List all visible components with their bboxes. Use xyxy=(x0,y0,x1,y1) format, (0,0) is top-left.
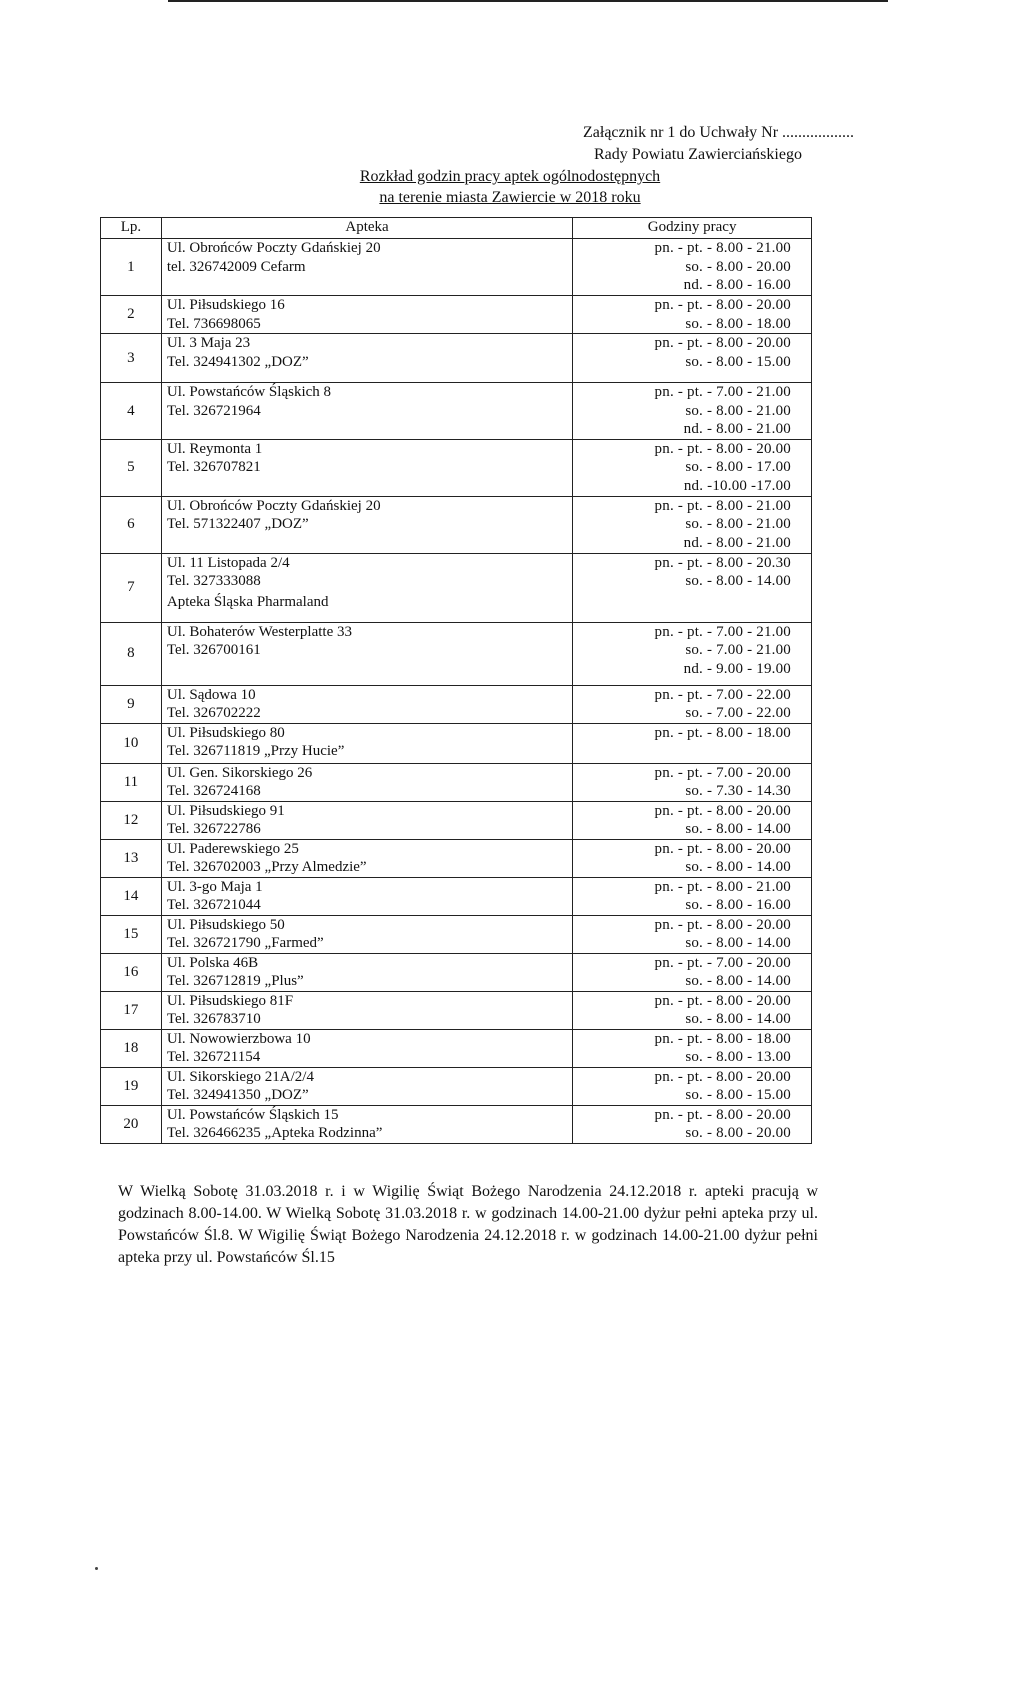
pharmacy-line: Ul. Reymonta 1 xyxy=(166,440,263,457)
pharmacy-cell xyxy=(161,553,572,622)
pharmacy-line: Ul. Piłsudskiego 16 xyxy=(166,297,285,313)
hours-line: so. - 8.00 - 20.00 xyxy=(685,1125,791,1141)
pharmacy-cell xyxy=(161,239,572,296)
row-number: 19 xyxy=(101,1067,162,1105)
pharmacy-cell xyxy=(161,1105,572,1143)
pharmacy-line: Tel. 324941350 „DOZ” xyxy=(166,1087,309,1103)
pharmacy-line: Tel. 327333088 xyxy=(166,573,261,589)
pharmacy-line: Ul. Sądowa 10 xyxy=(166,686,256,703)
hours-line: so. - 8.00 - 17.00 xyxy=(685,459,791,475)
hours-cell xyxy=(573,439,812,496)
hours-cell xyxy=(573,839,812,877)
pharmacy-cell xyxy=(161,685,572,723)
hours-cell xyxy=(573,1067,812,1105)
hours-line: pn. - pt. - 8.00 - 18.00 xyxy=(654,724,791,741)
hours-cell xyxy=(573,1105,812,1143)
hours-cell xyxy=(573,723,812,763)
title-line-2: na terenie miasta Zawiercie w 2018 roku xyxy=(379,189,641,206)
hours-line: pn. - pt. - 8.00 - 20.00 xyxy=(654,297,791,313)
row-number: 7 xyxy=(101,553,162,622)
header-lp: Lp. xyxy=(101,218,162,239)
table-row xyxy=(101,553,812,622)
pharmacy-line: Ul. Piłsudskiego 81F xyxy=(166,992,294,1009)
hours-line: so. - 8.00 - 14.00 xyxy=(685,821,791,837)
pharmacy-line: Tel. 326712819 „Plus” xyxy=(166,973,304,989)
hours-line: pn. - pt. - 8.00 - 18.00 xyxy=(654,1030,791,1047)
table-row xyxy=(101,723,812,763)
hours-line: so. - 8.00 - 14.00 xyxy=(685,973,791,989)
hours-line: so. - 8.00 - 15.00 xyxy=(685,353,791,370)
hours-line: so. - 8.00 - 21.00 xyxy=(685,516,791,532)
hours-cell xyxy=(573,801,812,839)
hours-line: pn. - pt. - 7.00 - 22.00 xyxy=(654,686,791,703)
table-row xyxy=(101,839,812,877)
footer-note: W Wielką Sobotę 31.03.2018 r. i w Wigilię Świąt Bożego Narodzenia 24.12.2018 r. apteki pracują w godzinach 8.00-14.00. W Wielką Sobotę 31.03.2018 r. w godzinach 14.00-21.00 dyżur pełni apteka przy ul. Powstańców Śl.8. W Wigilię Świąt Bożego Narodzenia 24.12.2018 r. w godzinach 14.00-21.00 dyżur pełni apteka przy ul. Powstańców Śl.15 xyxy=(118,1183,818,1266)
row-number: 10 xyxy=(101,723,162,763)
pharmacy-line: Ul. Sikorskiego 21A/2/4 xyxy=(166,1068,314,1085)
pharmacy-line: Tel. 326711819 „Przy Hucie” xyxy=(166,743,345,759)
pharmacy-line: Tel. 736698065 xyxy=(166,315,261,332)
hours-line: so. - 8.00 - 20.00 xyxy=(685,258,791,275)
row-number: 2 xyxy=(101,296,162,334)
hours-line: pn. - pt. - 8.00 - 20.00 xyxy=(654,992,791,1009)
table-row xyxy=(101,622,812,685)
header-apteka: Apteka xyxy=(161,218,572,239)
pharmacy-line: Ul. Piłsudskiego 80 xyxy=(166,724,285,741)
hours-line: so. - 7.00 - 22.00 xyxy=(685,705,791,721)
row-number: 3 xyxy=(101,334,162,383)
pharmacy-cell xyxy=(161,622,572,685)
table-row xyxy=(101,763,812,801)
hours-line: so. - 8.00 - 21.00 xyxy=(685,402,791,419)
hours-line: pn. - pt. - 8.00 - 20.00 xyxy=(654,840,791,857)
table-row xyxy=(101,877,812,915)
hours-line: nd. - 8.00 - 21.00 xyxy=(683,534,791,551)
hours-line: so. - 8.00 - 18.00 xyxy=(685,315,791,332)
pharmacy-line: tel. 326742009 Cefarm xyxy=(166,258,306,275)
hours-cell xyxy=(573,991,812,1029)
table-header-row xyxy=(101,218,812,239)
pharmacy-line: Ul. Gen. Sikorskiego 26 xyxy=(166,764,313,781)
hours-line: pn. - pt. - 8.00 - 20.30 xyxy=(654,554,791,571)
pharmacy-cell xyxy=(161,991,572,1029)
hours-line: pn. - pt. - 8.00 - 20.00 xyxy=(654,1106,791,1123)
pharmacy-cell xyxy=(161,383,572,440)
pharmacy-line: Ul. 3-go Maja 1 xyxy=(166,878,263,895)
pharmacy-cell xyxy=(161,1067,572,1105)
pharmacy-line: Ul. Nowowierzbowa 10 xyxy=(166,1030,311,1047)
hours-line: so. - 7.30 - 14.30 xyxy=(685,783,791,799)
hours-line: pn. - pt. - 8.00 - 20.00 xyxy=(654,802,791,819)
pharmacy-cell xyxy=(161,839,572,877)
hours-line: pn. - pt. - 8.00 - 21.00 xyxy=(654,497,791,514)
pharmacy-line: Tel. 326702003 „Przy Almedzie” xyxy=(166,859,367,875)
attachment-header xyxy=(583,122,854,166)
table-row xyxy=(101,1105,812,1143)
table-row xyxy=(101,334,812,383)
row-number: 6 xyxy=(101,496,162,553)
hours-cell xyxy=(573,953,812,991)
table-row xyxy=(101,953,812,991)
hours-line: nd. - 8.00 - 16.00 xyxy=(683,277,791,293)
pharmacy-cell xyxy=(161,953,572,991)
hours-line: pn. - pt. - 7.00 - 20.00 xyxy=(654,954,791,971)
pharmacy-cell xyxy=(161,723,572,763)
pharmacy-line: Ul. Bohaterów Westerplatte 33 xyxy=(166,623,352,640)
table-row xyxy=(101,1067,812,1105)
hours-line: so. - 8.00 - 14.00 xyxy=(685,573,791,589)
hours-line: nd. - 8.00 - 21.00 xyxy=(683,421,791,437)
pharmacy-line: Ul. 11 Listopada 2/4 xyxy=(166,554,290,571)
pharmacy-line: Tel. 326702222 xyxy=(166,705,261,721)
pharmacy-cell xyxy=(161,296,572,334)
hours-line: so. - 8.00 - 13.00 xyxy=(685,1049,791,1065)
table-body xyxy=(101,239,812,1144)
pharmacy-cell xyxy=(161,877,572,915)
row-number: 20 xyxy=(101,1105,162,1143)
hours-line: pn. - pt. - 8.00 - 21.00 xyxy=(654,878,791,895)
table-row xyxy=(101,239,812,296)
pharmacy-cell xyxy=(161,801,572,839)
hours-line: pn. - pt. - 8.00 - 20.00 xyxy=(654,440,791,457)
row-number: 8 xyxy=(101,622,162,685)
top-rule xyxy=(168,0,888,2)
pharmacy-cell xyxy=(161,1029,572,1067)
row-number: 1 xyxy=(101,239,162,296)
table-row xyxy=(101,383,812,440)
hours-line: nd. - 9.00 - 19.00 xyxy=(683,660,791,677)
pharmacy-line: Tel. 326724168 xyxy=(166,783,261,799)
hours-cell xyxy=(573,685,812,723)
row-number: 17 xyxy=(101,991,162,1029)
title-line-1: Rozkład godzin pracy aptek ogólnodostępnych xyxy=(359,168,661,185)
pharmacy-cell xyxy=(161,496,572,553)
row-number: 16 xyxy=(101,953,162,991)
row-number: 5 xyxy=(101,439,162,496)
row-number: 14 xyxy=(101,877,162,915)
hours-cell xyxy=(573,383,812,440)
table-row xyxy=(101,801,812,839)
hours-cell xyxy=(573,553,812,622)
table-row xyxy=(101,915,812,953)
pharmacy-line: Tel. 326700161 xyxy=(166,642,261,658)
pharmacy-line: Tel. 326721154 xyxy=(166,1049,261,1065)
pharmacy-line: Ul. Obrońców Poczty Gdańskiej 20 xyxy=(166,497,381,514)
pharmacy-line: Ul. Polska 46B xyxy=(166,954,259,971)
hours-cell xyxy=(573,496,812,553)
pharmacy-line: Tel. 571322407 „DOZ” xyxy=(166,516,309,532)
row-number: 15 xyxy=(101,915,162,953)
attachment-line-2: Rady Powiatu Zawierciańskiego xyxy=(594,146,802,163)
pharmacy-line: Ul. Paderewskiego 25 xyxy=(166,840,299,857)
pharmacy-line: Tel. 326721964 xyxy=(166,402,261,419)
hours-line: pn. - pt. - 8.00 - 20.00 xyxy=(654,1068,791,1085)
table-row xyxy=(101,296,812,334)
hours-line: pn. - pt. - 7.00 - 21.00 xyxy=(654,623,791,640)
pharmacy-line: Ul. Powstańców Śląskich 8 xyxy=(166,384,332,400)
table-row xyxy=(101,496,812,553)
pharmacy-cell xyxy=(161,439,572,496)
hours-line: nd. -10.00 -17.00 xyxy=(683,477,791,494)
pharmacy-cell xyxy=(161,915,572,953)
hours-line: so. - 8.00 - 16.00 xyxy=(685,897,791,913)
hours-line: so. - 7.00 - 21.00 xyxy=(685,642,791,658)
pharmacy-line: Tel. 324941302 „DOZ” xyxy=(166,353,309,370)
table-row xyxy=(101,439,812,496)
pharmacy-line: Ul. Piłsudskiego 91 xyxy=(166,802,285,819)
pharmacy-line: Ul. Powstańców Śląskich 15 xyxy=(166,1106,339,1123)
hours-cell xyxy=(573,877,812,915)
pharmacy-line: Tel. 326466235 „Apteka Rodzinna” xyxy=(166,1125,383,1141)
document-title xyxy=(300,166,720,208)
hours-line: so. - 8.00 - 14.00 xyxy=(685,1011,791,1027)
pharmacy-line: Tel. 326707821 xyxy=(166,459,261,475)
row-number: 13 xyxy=(101,839,162,877)
table-row xyxy=(101,1029,812,1067)
hours-line: so. - 8.00 - 15.00 xyxy=(685,1087,791,1103)
row-number: 11 xyxy=(101,763,162,801)
row-number: 4 xyxy=(101,383,162,440)
scan-speck xyxy=(95,1567,98,1570)
pharmacy-line: Ul. 3 Maja 23 xyxy=(166,335,251,351)
pharmacy-line: Apteka Śląska Pharmaland xyxy=(166,593,329,610)
row-number: 18 xyxy=(101,1029,162,1067)
hours-cell xyxy=(573,334,812,383)
hours-line: so. - 8.00 - 14.00 xyxy=(685,935,791,951)
attachment-line-1: Załącznik nr 1 do Uchwały Nr .................. xyxy=(583,124,855,141)
hours-cell xyxy=(573,763,812,801)
header-godziny: Godziny pracy xyxy=(573,218,812,239)
pharmacy-line: Tel. 326721790 „Farmed” xyxy=(166,935,324,951)
pharmacy-line: Tel. 326783710 xyxy=(166,1011,261,1027)
hours-line: pn. - pt. - 7.00 - 20.00 xyxy=(654,764,791,781)
hours-line: pn. - pt. - 7.00 - 21.00 xyxy=(654,384,791,400)
hours-cell xyxy=(573,915,812,953)
pharmacy-line: Tel. 326722786 xyxy=(166,821,261,837)
hours-cell xyxy=(573,296,812,334)
table-row xyxy=(101,685,812,723)
hours-line: pn. - pt. - 8.00 - 20.00 xyxy=(654,335,791,351)
hours-line: so. - 8.00 - 14.00 xyxy=(685,859,791,875)
hours-cell xyxy=(573,622,812,685)
pharmacy-line: Tel. 326721044 xyxy=(166,897,261,913)
pharmacy-cell xyxy=(161,334,572,383)
pharmacy-cell xyxy=(161,763,572,801)
pharmacy-line: Ul. Obrońców Poczty Gdańskiej 20 xyxy=(166,240,381,256)
pharmacy-line: Ul. Piłsudskiego 50 xyxy=(166,916,285,933)
pharmacy-schedule-table xyxy=(100,217,812,1144)
row-number: 12 xyxy=(101,801,162,839)
hours-cell xyxy=(573,1029,812,1067)
table-row xyxy=(101,991,812,1029)
hours-line: pn. - pt. - 8.00 - 21.00 xyxy=(654,240,791,256)
row-number: 9 xyxy=(101,685,162,723)
hours-cell xyxy=(573,239,812,296)
hours-line: pn. - pt. - 8.00 - 20.00 xyxy=(654,916,791,933)
